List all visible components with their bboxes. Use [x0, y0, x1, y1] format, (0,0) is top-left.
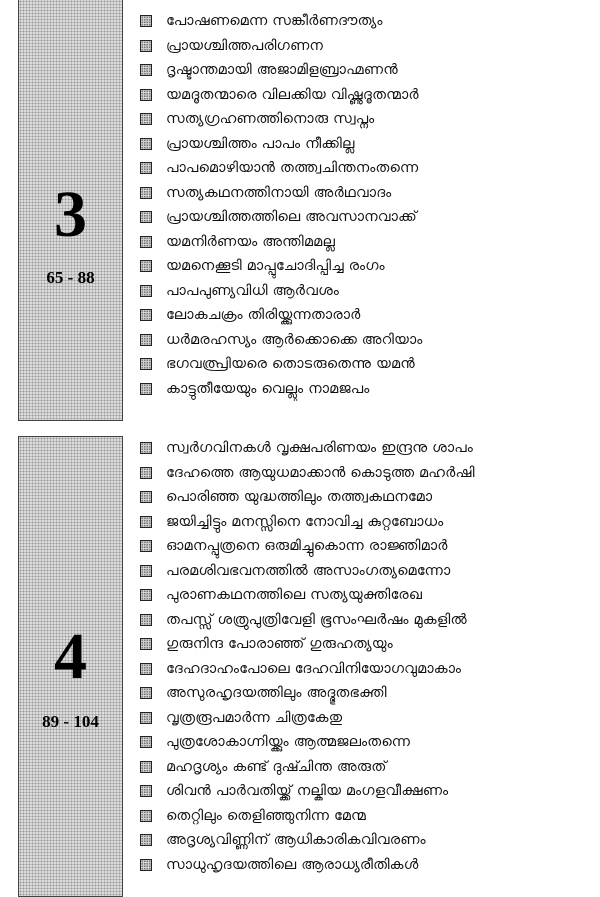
checkbox-square-icon: [140, 761, 152, 773]
checkbox-square-icon: [140, 260, 152, 272]
toc-entry-title: സാധുഹൃദയത്തിലെ ആരാധ്യരീതികൾ: [166, 856, 419, 873]
checkbox-square-icon: [140, 614, 152, 626]
chapter-3-item-list: [140, 9, 586, 401]
toc-entry-title: പോഷണമെന്ന സങ്കീർണദൗത്യം: [166, 13, 383, 30]
toc-entry-title: ജയിച്ചിട്ടും മനസ്സിനെ നോവിച്ച കുറ്റബോധം: [166, 513, 444, 530]
toc-entry: [140, 279, 586, 304]
checkbox-square-icon: [140, 187, 152, 199]
checkbox-square-icon: [140, 516, 152, 528]
toc-entry: [140, 510, 586, 535]
checkbox-square-icon: [140, 663, 152, 675]
toc-entry: [140, 583, 586, 608]
toc-entry-title: അസുരഹൃദയത്തിലും അദ്ഭുതഭക്തി: [166, 685, 387, 702]
checkbox-square-icon: [140, 138, 152, 150]
toc-entry-title: പരമശിവഭവനത്തിൽ അസാംഗത്യമെന്നോ: [166, 562, 451, 579]
toc-entry-title: തെറ്റിലും തെളിഞ്ഞുനിന്ന മേന്മ: [166, 807, 366, 824]
chapter-3-number: 3: [54, 178, 87, 251]
toc-entry-title: ദേഹത്തെ ആയുധമാക്കാൻ കൊടുത്ത മഹർഷി: [166, 464, 475, 481]
checkbox-square-icon: [140, 859, 152, 871]
checkbox-square-icon: [140, 89, 152, 101]
checkbox-square-icon: [140, 236, 152, 248]
toc-entry: [140, 804, 586, 829]
toc-entry: [140, 58, 586, 83]
toc-entry-title: സത്യഗ്രഹണത്തിനൊരു സ്വപ്നം: [166, 111, 375, 128]
toc-entry: [140, 205, 586, 230]
toc-entry: [140, 9, 586, 34]
toc-entry: [140, 608, 586, 633]
toc-entry: [140, 181, 586, 206]
chapter-4-item-list: [140, 436, 586, 877]
toc-entry: [140, 303, 586, 328]
chapter-4-page-range: 89 - 104: [42, 712, 99, 731]
checkbox-square-icon: [140, 113, 152, 125]
toc-entry: [140, 461, 586, 486]
toc-entry-title: വൃത്രരൂപമാർന്ന ചിത്രകേതു: [166, 709, 343, 726]
checkbox-square-icon: [140, 309, 152, 321]
toc-entry: [140, 132, 586, 157]
toc-entry-title: തപസ്സ് ശത്രുപുത്രിവേളി ഭൂസംഘർഷം മുകളിൽ: [166, 611, 467, 628]
checkbox-square-icon: [140, 383, 152, 395]
toc-entry-title: ഭഗവത്പ്രിയരെ തൊടരുതെന്നു യമൻ: [166, 356, 415, 373]
toc-entry: [140, 706, 586, 731]
checkbox-square-icon: [140, 712, 152, 724]
toc-entry-title: പ്രായശ്ചിത്തത്തിലെ അവസാനവാക്ക്: [166, 209, 417, 226]
checkbox-square-icon: [140, 565, 152, 577]
toc-entry: [140, 83, 586, 108]
toc-entry: [140, 254, 586, 279]
toc-entry-title: പാപമൊഴിയാൻ തത്ത്വചിന്തനംതന്നെ: [166, 160, 419, 177]
toc-entry: [140, 534, 586, 559]
checkbox-square-icon: [140, 736, 152, 748]
toc-entry-title: പൊരിഞ്ഞ യുദ്ധത്തിലും തത്ത്വകഥനമോ: [166, 489, 433, 506]
toc-entry: [140, 156, 586, 181]
toc-entry: [140, 485, 586, 510]
checkbox-square-icon: [140, 834, 152, 846]
toc-entry-title: സ്വർഗവിനകൾ വൃക്ഷപരിണയം ഇന്ദ്രനു ശാപം: [166, 440, 473, 457]
toc-entry: [140, 730, 586, 755]
toc-entry: [140, 779, 586, 804]
toc-entry: [140, 657, 586, 682]
toc-entry-title: സത്യകഥനത്തിനായി അർഥവാദം: [166, 184, 392, 201]
toc-entry: [140, 632, 586, 657]
toc-entry-title: പ്രായശ്ചിത്തപരിഗണന: [166, 37, 324, 54]
toc-entry-title: ഓമനപ്പുത്രനെ ഒരുമിച്ചുകൊന്ന രാജ്ഞിമാർ: [166, 538, 448, 555]
toc-entry-title: ധർമരഹസ്യം ആർക്കൊക്കെ അറിയാം: [166, 331, 423, 348]
checkbox-square-icon: [140, 64, 152, 76]
checkbox-square-icon: [140, 687, 152, 699]
toc-entry-title: ലോകചക്രം തിരിയ്ക്കുന്നതാരാർ: [166, 307, 361, 324]
toc-entry-title: ശിവൻ പാർവതിയ്ക്ക് നല്കിയ മംഗളവീക്ഷണം: [166, 783, 449, 800]
toc-entry: [140, 559, 586, 584]
toc-entry: [140, 34, 586, 59]
toc-entry: [140, 328, 586, 353]
toc-entry: [140, 230, 586, 255]
checkbox-square-icon: [140, 442, 152, 454]
toc-entry-title: മഹദൃശ്യം കണ്ട് ദുഷ്ചിന്ത അരുത്: [166, 758, 387, 775]
checkbox-square-icon: [140, 162, 152, 174]
toc-entry-title: യമനിർണയം അന്തിമമല്ല: [166, 233, 336, 250]
toc-entry-title: യമദൂതന്മാരെ വിലക്കിയ വിഷ്ണുദൂതന്മാർ: [166, 86, 419, 103]
toc-entry: [140, 853, 586, 878]
checkbox-square-icon: [140, 810, 152, 822]
toc-entry: [140, 755, 586, 780]
toc-entry-title: പുരാണകഥനത്തിലെ സത്യയുക്തിരേഖ: [166, 587, 423, 604]
toc-entry: [140, 436, 586, 461]
toc-entry: [140, 828, 586, 853]
checkbox-square-icon: [140, 358, 152, 370]
chapter-4-number: 4: [54, 620, 87, 693]
toc-entry: [140, 352, 586, 377]
checkbox-square-icon: [140, 40, 152, 52]
toc-entry-title: ദേഹദാഹംപോലെ ദേഹവിനിയോഗവുമാകാം: [166, 660, 462, 677]
checkbox-square-icon: [140, 785, 152, 797]
toc-entry: [140, 681, 586, 706]
checkbox-square-icon: [140, 589, 152, 601]
checkbox-square-icon: [140, 285, 152, 297]
toc-entry-title: ഗുരുനിന്ദ പോരാഞ്ഞ് ഗുരുഹത്യയും: [166, 636, 393, 653]
checkbox-square-icon: [140, 211, 152, 223]
toc-entry-title: അദൃശ്യവിണ്ണിന് ആധികാരികവിവരണം: [166, 832, 426, 849]
chapter-3-page-range: 65 - 88: [46, 268, 95, 287]
toc-entry-title: കാട്ടുതീയേയും വെല്ലും നാമജപം: [166, 380, 370, 397]
toc-entry-title: യമനെക്കൂടി മാപ്പുചോദിപ്പിച്ച രംഗം: [166, 258, 385, 275]
toc-entry: [140, 377, 586, 402]
toc-entry-title: പുത്രശോകാഗ്നിയ്ക്കും ആത്മജലംതന്നെ: [166, 734, 411, 751]
checkbox-square-icon: [140, 15, 152, 27]
checkbox-square-icon: [140, 540, 152, 552]
toc-entry: [140, 107, 586, 132]
checkbox-square-icon: [140, 638, 152, 650]
checkbox-square-icon: [140, 334, 152, 346]
toc-entry-title: പ്രായശ്ചിത്തം പാപം നീക്കില്ല: [166, 135, 355, 152]
checkbox-square-icon: [140, 467, 152, 479]
toc-entry-title: പാപപുണ്യവിധി ആർവശം: [166, 282, 339, 299]
toc-entry-title: ദൃഷ്ടാന്തമായി അജാമിളബ്രാഹ്മണൻ: [166, 62, 398, 79]
checkbox-square-icon: [140, 491, 152, 503]
